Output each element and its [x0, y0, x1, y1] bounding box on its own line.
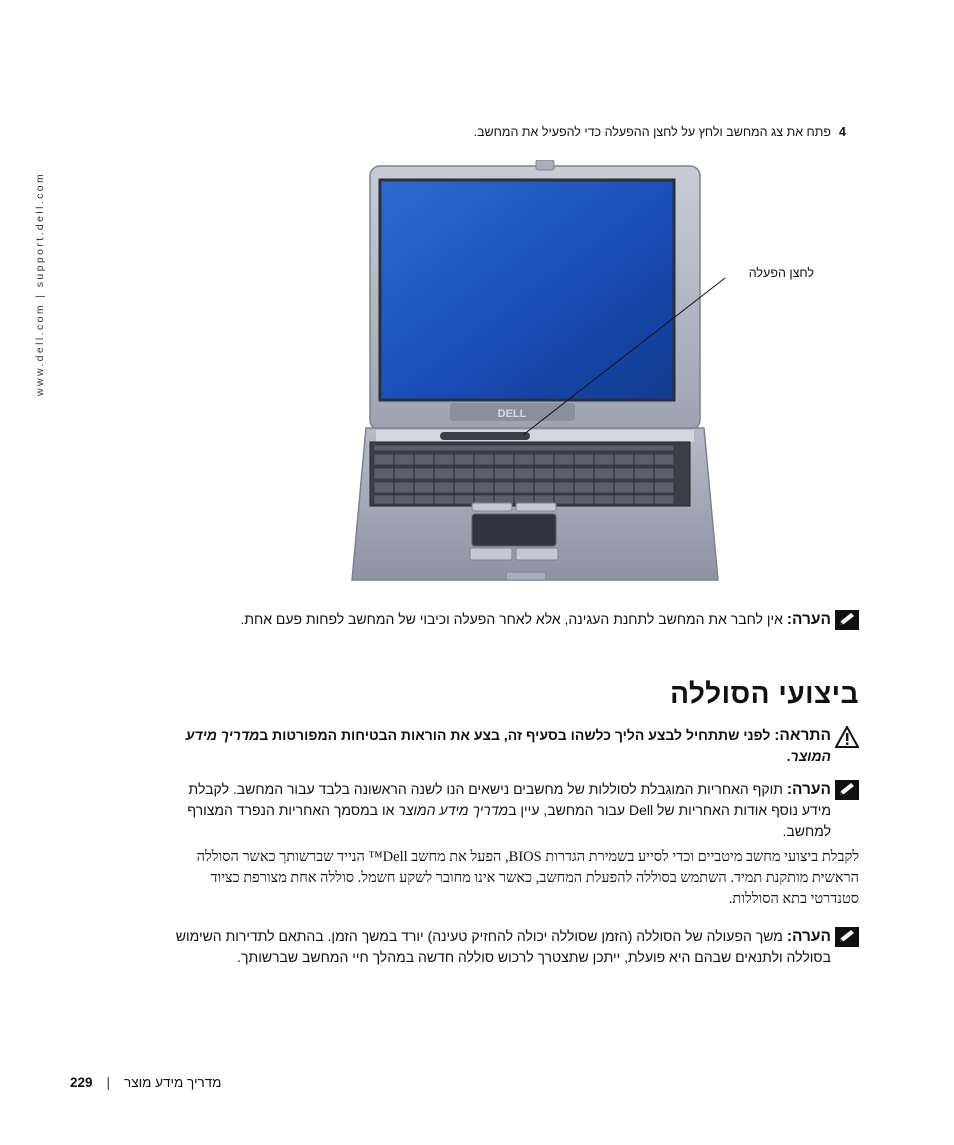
touchpad	[472, 514, 556, 546]
note-pencil-icon	[835, 610, 859, 630]
step-4	[246, 125, 846, 139]
footer-separator: |	[106, 1075, 111, 1090]
caution-label: התראה:	[774, 727, 831, 744]
page-number: 229	[70, 1075, 93, 1090]
note-pencil-icon	[835, 780, 859, 800]
step-number: 4	[839, 125, 846, 139]
note-pencil-icon	[835, 927, 859, 947]
laptop-screen	[380, 180, 674, 400]
note-1	[169, 609, 859, 630]
note-3	[169, 926, 859, 968]
note-text-b: או במסמך האחריות הנפרד המצורף למחשב.	[187, 802, 831, 839]
dell-logo: DELL	[497, 408, 527, 420]
note-text: משך הפעולה של הסוללה (הזמן שסוללה יכולה להחזיק טעינה) יורד במשך הזמן. בהתאם לתדירות השימוש בסוללה ולתנאים שבהם היא פועלת, ייתכן שתצטרך לרכוש סוללה חדשה במהלך חיי המחשב שברשותך.	[175, 928, 831, 965]
note-text: אין לחבר את המחשב לתחנת העגינה, אלא לאחר הפעלה וכיבוי של המחשב לפחות פעם אחת.	[240, 611, 787, 627]
caution-italic: מדריך מידע המוצר	[185, 727, 831, 764]
note-italic: מדריך מידע המוצר	[398, 802, 509, 818]
caution-text: לפני שתתחיל לבצע הליך כלשהו בסעיף זה, בצע את הוראות הבטיחות המפורטות ב	[259, 727, 775, 743]
power-button	[440, 432, 530, 440]
step-text: פתח את צג המחשב ולחץ על לחצן ההפעלה כדי להפעיל את המחשב.	[473, 125, 832, 139]
section-heading: ביצועי הסוללה	[670, 678, 859, 709]
page-footer	[70, 1075, 221, 1090]
footer-title: מדריך מידע מוצר	[124, 1075, 222, 1090]
note-2	[169, 779, 859, 842]
caution-note	[169, 725, 859, 767]
warning-triangle-icon	[835, 726, 859, 748]
side-url: www.dell.com | support.dell.com	[34, 171, 46, 396]
note-label: הערה:	[786, 611, 831, 628]
note-text-a: תוקף האחריות המוגבלת לסוללות של מחשבים נישאים הנו לשנה הראשונה בלבד עבור המחשב. לקבלת מידע נוסף אודות האחריות של Dell עבור המחשב, עיין ב	[188, 781, 831, 818]
caution-tail: .	[786, 748, 791, 764]
note-label: הערה:	[786, 928, 831, 945]
callout-label: לחצן הפעלה	[748, 266, 814, 280]
laptop-illustration	[340, 160, 830, 590]
note-label: הערה:	[786, 781, 831, 798]
battery-paragraph: לקבלת ביצועי מחשב מיטביים וכדי לסייע בשמירת הגדרות BIOS, הפעל את מחשב Dell™ הנייד שברשותך כאשר הסוללה הראשית מותקנת תמיד. השתמש בסוללה להפעלת המחשב, כאשר אינו מחובר לשקע חשמל. סוללה אחת מצורפת כציוד סטנדרטי בתא הסוללות.	[196, 849, 859, 907]
